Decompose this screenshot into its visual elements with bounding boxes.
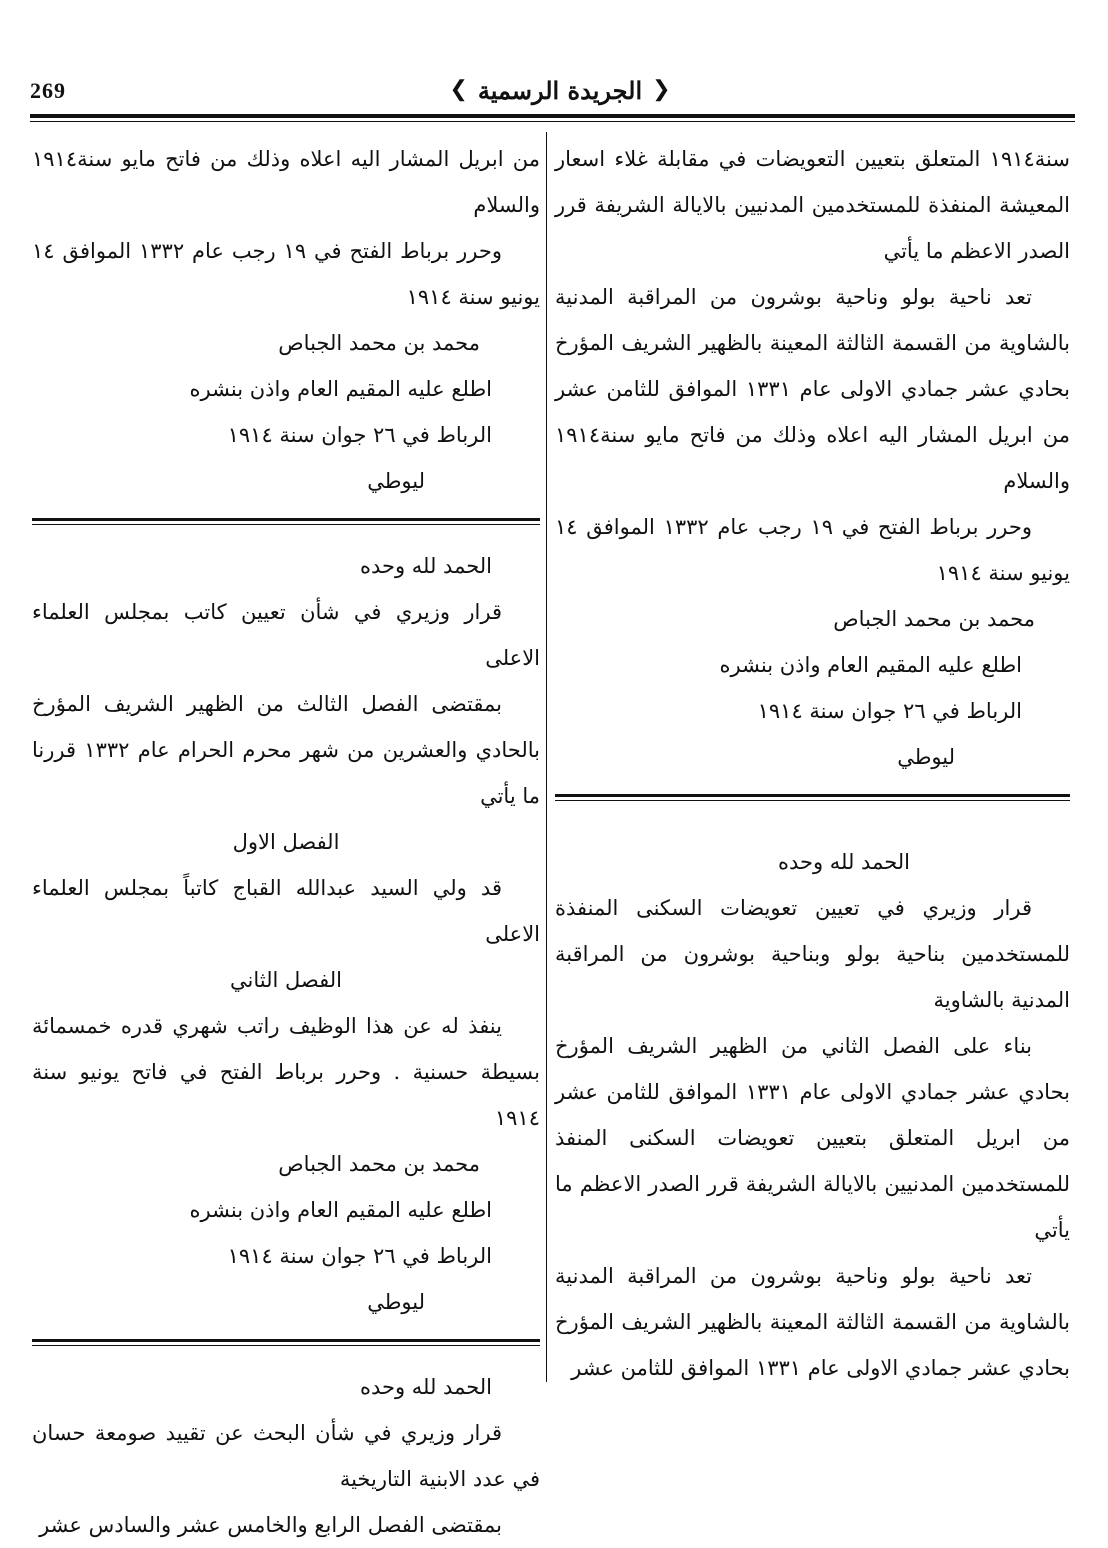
right-paragraph-4: قرار وزيري في تعيين تعويضات السكنى المنفذة للمستخدمين بناحية بولو وبناحية بوشرون من المراقبة المدنية بالشاوية: [555, 896, 1070, 1012]
right-approval: اطلع عليه المقيم العام واذن بنشره: [719, 653, 1022, 677]
left-section-2-text: ينفذ له عن هذا الوظيف راتب شهري قدره خمسمائة بسيطة حسنية . وحرر برباط الفتح في فاتح يونيو سنة ١٩١٤: [32, 1014, 540, 1130]
newspaper-title: الجريدة الرسمية: [477, 75, 643, 105]
left-heading-praise: الحمد لله وحده: [359, 554, 492, 578]
header-rule-thin: [30, 121, 1075, 122]
right-paragraph-1: سنة١٩١٤ المتعلق بتعيين التعويضات في مقابلة غلاء اسعار المعيشة المنفذة للمستخدمين المدنيين بالايالة الشريفة قرر الصدر الاعظم ما يأتي: [555, 147, 1070, 263]
left-signature: محمد بن محمد الجباص: [278, 331, 480, 355]
right-signature: محمد بن محمد الجباص: [833, 607, 1035, 631]
left-section-divider-2: [32, 1339, 540, 1346]
left-paragraph-6: بمقتضى الفصل الرابع والخامس عشر والسادس عشر: [39, 1513, 502, 1537]
left-signature-2: محمد بن محمد الجباص: [278, 1152, 480, 1176]
right-paragraph-3: وحرر برباط الفتح في ١٩ رجب عام ١٣٣٢ الموافق ١٤ يونيو سنة ١٩١٤: [555, 515, 1070, 585]
ornament-left-icon: ❮: [449, 77, 468, 102]
left-resident-signature: ليوطي: [367, 469, 425, 493]
left-date-line: الرباط في ٢٦ جوان سنة ١٩١٤: [227, 423, 492, 447]
right-column: [555, 136, 1070, 1391]
left-paragraph-4: بمقتضى الفصل الثالث من الظهير الشريف المؤرخ بالحادي والعشرين من شهر محرم الحرام عام ١٣٣٢ قررنا ما يأتي: [32, 692, 541, 808]
left-approval-2: اطلع عليه المقيم العام واذن بنشره: [189, 1198, 492, 1222]
left-section-divider-1: [32, 518, 540, 525]
right-section-divider: [555, 794, 1070, 801]
page-number: 269: [30, 78, 66, 103]
left-heading-praise-2: الحمد لله وحده: [359, 1375, 492, 1399]
left-date-line-2: الرباط في ٢٦ جوان سنة ١٩١٤: [227, 1244, 492, 1268]
right-heading-praise: الحمد لله وحده: [777, 850, 910, 874]
right-paragraph-2: تعد ناحية بولو وناحية بوشرون من المراقبة المدنية بالشاوية من القسمة الثالثة المعينة بالظهير الشريف المؤرخ بحادي عشر جمادي الاولى عام ١٣٣١ الموافق للثامن عشر من ابريل المشار اليه اعلاه وذلك من فاتح مايو سنة١٩١٤ والسلام: [555, 285, 1070, 493]
left-section-2-title: الفصل الثاني: [230, 968, 342, 992]
left-section-1-title: الفصل الاول: [232, 830, 340, 854]
right-paragraph-5: بناء على الفصل الثاني من الظهير الشريف المؤرخ بحادي عشر جمادي الاولى عام ١٣٣١ الموافق للثامن عشر من ابريل المتعلق بتعيين تعويضات السكنى المنفذ للمستخدمين المدنيين بالايالة الشريفة قرر الصدر الاعظم ما يأتي: [555, 1034, 1070, 1242]
left-paragraph-1: من ابريل المشار اليه اعلاه وذلك من فاتح مايو سنة١٩١٤ والسلام: [32, 147, 540, 217]
left-paragraph-2: وحرر برباط الفتح في ١٩ رجب عام ١٣٣٢ الموافق ١٤ يونيو سنة ١٩١٤: [32, 239, 540, 309]
header-rule-thick: [30, 114, 1075, 118]
left-approval: اطلع عليه المقيم العام واذن بنشره: [189, 377, 492, 401]
right-date-line: الرباط في ٢٦ جوان سنة ١٩١٤: [757, 699, 1022, 723]
ornament-right-icon: ❯: [652, 77, 671, 102]
left-column: [32, 136, 540, 1548]
left-section-1-text: قد ولي السيد عبدالله القباج كاتباً بمجلس العلماء الاعلى: [32, 876, 540, 946]
column-divider: [546, 132, 547, 1382]
right-resident-signature: ليوطي: [897, 745, 955, 769]
left-resident-signature-2: ليوطي: [367, 1290, 425, 1314]
left-paragraph-5: قرار وزيري في شأن البحث عن تقييد صومعة حسان في عدد الابنية التاريخية: [32, 1421, 540, 1491]
right-paragraph-6: تعد ناحية بولو وناحية بوشرون من المراقبة المدنية بالشاوية من القسمة الثالثة المعينة بالظهير الشريف المؤرخ بحادي عشر جمادي الاولى عام ١٣٣١ الموافق للثامن عشر: [555, 1264, 1070, 1380]
left-paragraph-3: قرار وزيري في شأن تعيين كاتب بمجلس العلماء الاعلى: [32, 600, 540, 670]
masthead: [420, 74, 700, 106]
